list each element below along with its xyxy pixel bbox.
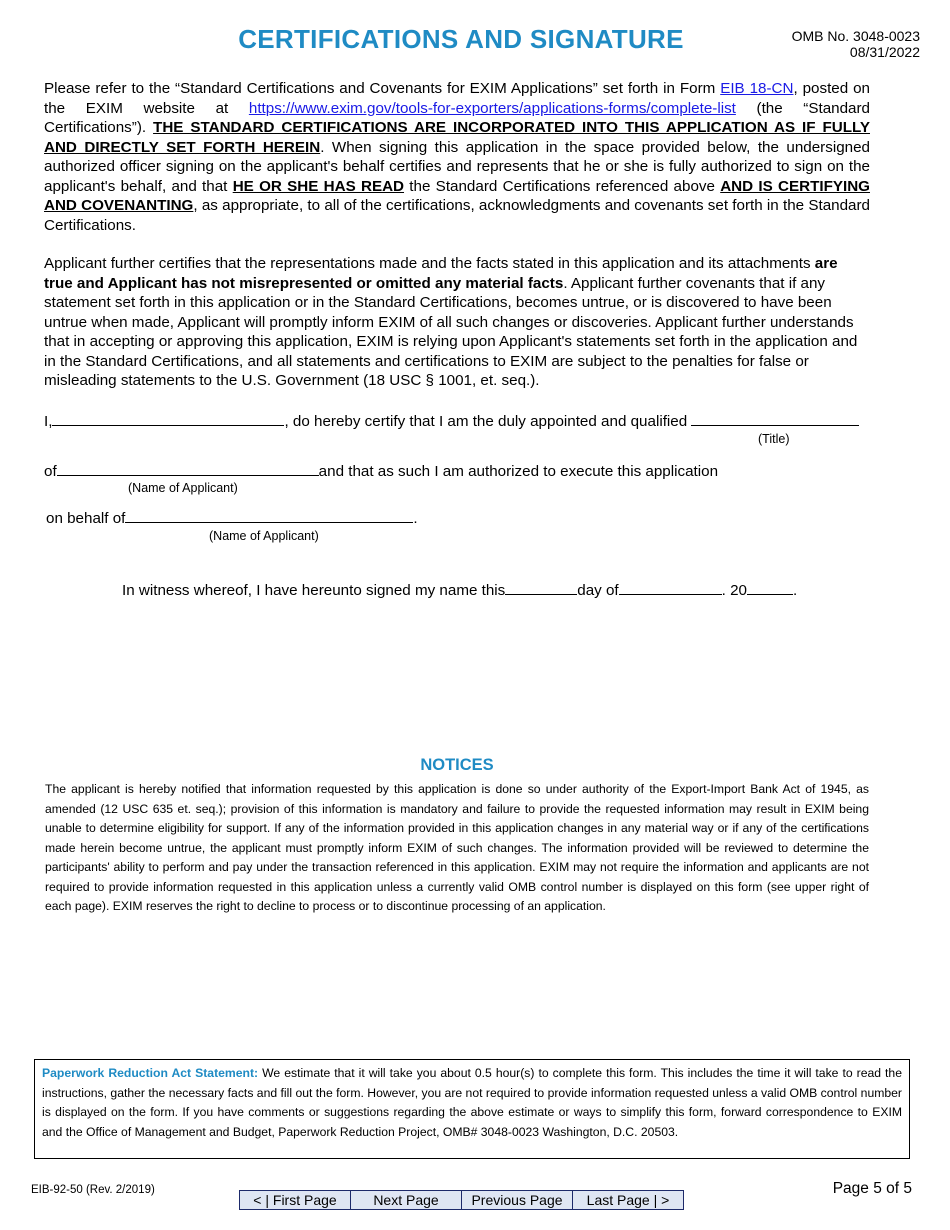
text: , do hereby certify that I am the duly appointed and qualified	[284, 413, 692, 430]
title-caption: (Title)	[758, 432, 790, 446]
year-field[interactable]	[747, 580, 793, 595]
text: , posted on the EXIM website at	[44, 80, 870, 117]
bold-clause: HE OR SHE HAS READ	[232, 177, 405, 195]
pra-label: Paperwork Reduction Act Statement:	[42, 1066, 259, 1080]
bold-clause: AND IS CERTIFYING AND COVENANTING	[44, 177, 870, 214]
pra-statement	[42, 1064, 902, 1142]
certification-paragraph-1	[44, 79, 870, 235]
first-page-button[interactable]: < | First Page	[239, 1190, 351, 1210]
pra-text: We estimate that it will take you about 0.5 hour(s) to complete this form. This includes the time it will take to read the instructions, gather the necessary facts and fill out the form. However, you are not required to provide information requested unless a valid OMB control number is displayed on the form. If you have comments or suggestions regarding the above estimate or ways to simplify this form, forward correspondence to EXIM and the Office of Management and Budget, Paperwork Reduction Project, OMB# 3048-0023 Washington, D.C. 20503.	[42, 1066, 902, 1139]
form-number: EIB-92-50 (Rev. 2/2019)	[31, 1184, 155, 1196]
text: In witness whereof, I have hereunto signed my name this	[122, 582, 506, 599]
applicant-name-caption: (Name of Applicant)	[128, 481, 238, 495]
paperwork-reduction-box	[34, 1059, 910, 1159]
day-field[interactable]	[505, 580, 577, 595]
next-page-button[interactable]: Next Page	[350, 1190, 462, 1210]
text: the Standard Certifications referenced above	[404, 177, 721, 195]
title-field[interactable]	[691, 411, 859, 426]
text: (the “Standard Certifications”).	[44, 99, 870, 136]
text: day of	[577, 582, 619, 599]
bold-clause: THE STANDARD CERTIFICATIONS ARE INCORPORATED INTO THIS APPLICATION AS IF FULLY AND DIRECTLY SET FORTH HEREIN	[44, 119, 870, 156]
page-indicator: Page 5 of 5	[832, 1180, 912, 1197]
page-title: CERTIFICATIONS AND SIGNATURE	[238, 24, 684, 54]
text: on behalf of	[46, 510, 126, 527]
text: .	[413, 510, 418, 527]
text: I,	[44, 413, 53, 430]
behalf-of-field[interactable]	[125, 508, 413, 523]
witness-line	[122, 580, 797, 599]
notices-body: The applicant is hereby notified that information requested by this application is done so under authority of the Export-Import Bank Act of 1945, as amended (12 USC 635 et. seq.); provision of this information is mandatory and failure to provide the requested information may result in EXIM being unable to determine eligibility for support. If any of the information provided in this application changes in any material way or if any of the certifications made herein become untrue, the applicant must promptly inform EXIM of such changes. The information provided will be reviewed to determine the participants' ability to perform and pay under the transaction referenced in this application. EXIM may not require the information and applicants are not required to provide information requested in this application unless a currently valid OMB control number is displayed on this form (see upper right of each page). EXIM reserves the right to decline to process or to discontinue processing of an application.	[45, 782, 869, 913]
omb-info	[792, 28, 920, 60]
text: , as appropriate, to all of the certifications, acknowledgments and covenants set forth in the Standard Certifications.	[44, 197, 870, 234]
omb-number: OMB No. 3048-0023	[791, 28, 920, 44]
text: Please refer to the “Standard Certifications and Covenants for EXIM Applications” set forth in Form	[44, 80, 721, 97]
signature-line-1	[44, 411, 859, 430]
behalf-of-caption: (Name of Applicant)	[209, 529, 319, 543]
page-navigation	[239, 1190, 684, 1210]
certification-paragraph-2	[44, 254, 870, 391]
applicant-name-field[interactable]	[57, 461, 319, 476]
text: and that as such I am authorized to execute this application	[318, 463, 719, 480]
month-field[interactable]	[619, 580, 722, 595]
text: Applicant further certifies that the representations made and the facts stated in this application and its attachments	[44, 255, 815, 272]
text: of	[44, 463, 57, 480]
bold-clause: are true and Applicant has not misrepresented or omitted any material facts	[44, 255, 838, 292]
text: .	[793, 582, 798, 599]
text: . Applicant further covenants that if any statement set forth in this application or in the Standard Certifications, becomes untrue, or is discovered to have been untrue when made, Applicant will promptly inform EXIM of all such changes or discoveries. Applicant further understands that in accepting or approving this application, EXIM is relying upon Applicant's statements set forth in the application and in the Standard Certifications, and all statements and certifications to EXIM are subject to the penalties for false or misleading statements to the U.S. Government (18 USC § 1001, et. seq.).	[44, 274, 858, 389]
signature-line-2	[44, 461, 718, 480]
eib-18-cn-link[interactable]: EIB 18-CN	[720, 80, 794, 97]
signature-line-3	[46, 508, 418, 527]
text: . 20	[721, 582, 747, 599]
text: . When signing this application in the space provided below, the undersigned authorized officer signing on the applicant's behalf certifies and represents that he or she is fully authorized to sign on the applicant's behalf, and that	[44, 138, 870, 195]
notices-heading: NOTICES	[420, 756, 494, 774]
exim-forms-link[interactable]: https://www.exim.gov/tools-for-exporters/applications-forms/complete-list	[248, 99, 736, 117]
previous-page-button[interactable]: Previous Page	[461, 1190, 573, 1210]
last-page-button[interactable]: Last Page | >	[572, 1190, 684, 1210]
omb-expiration: 08/31/2022	[849, 44, 920, 60]
signer-name-field[interactable]	[52, 411, 284, 426]
